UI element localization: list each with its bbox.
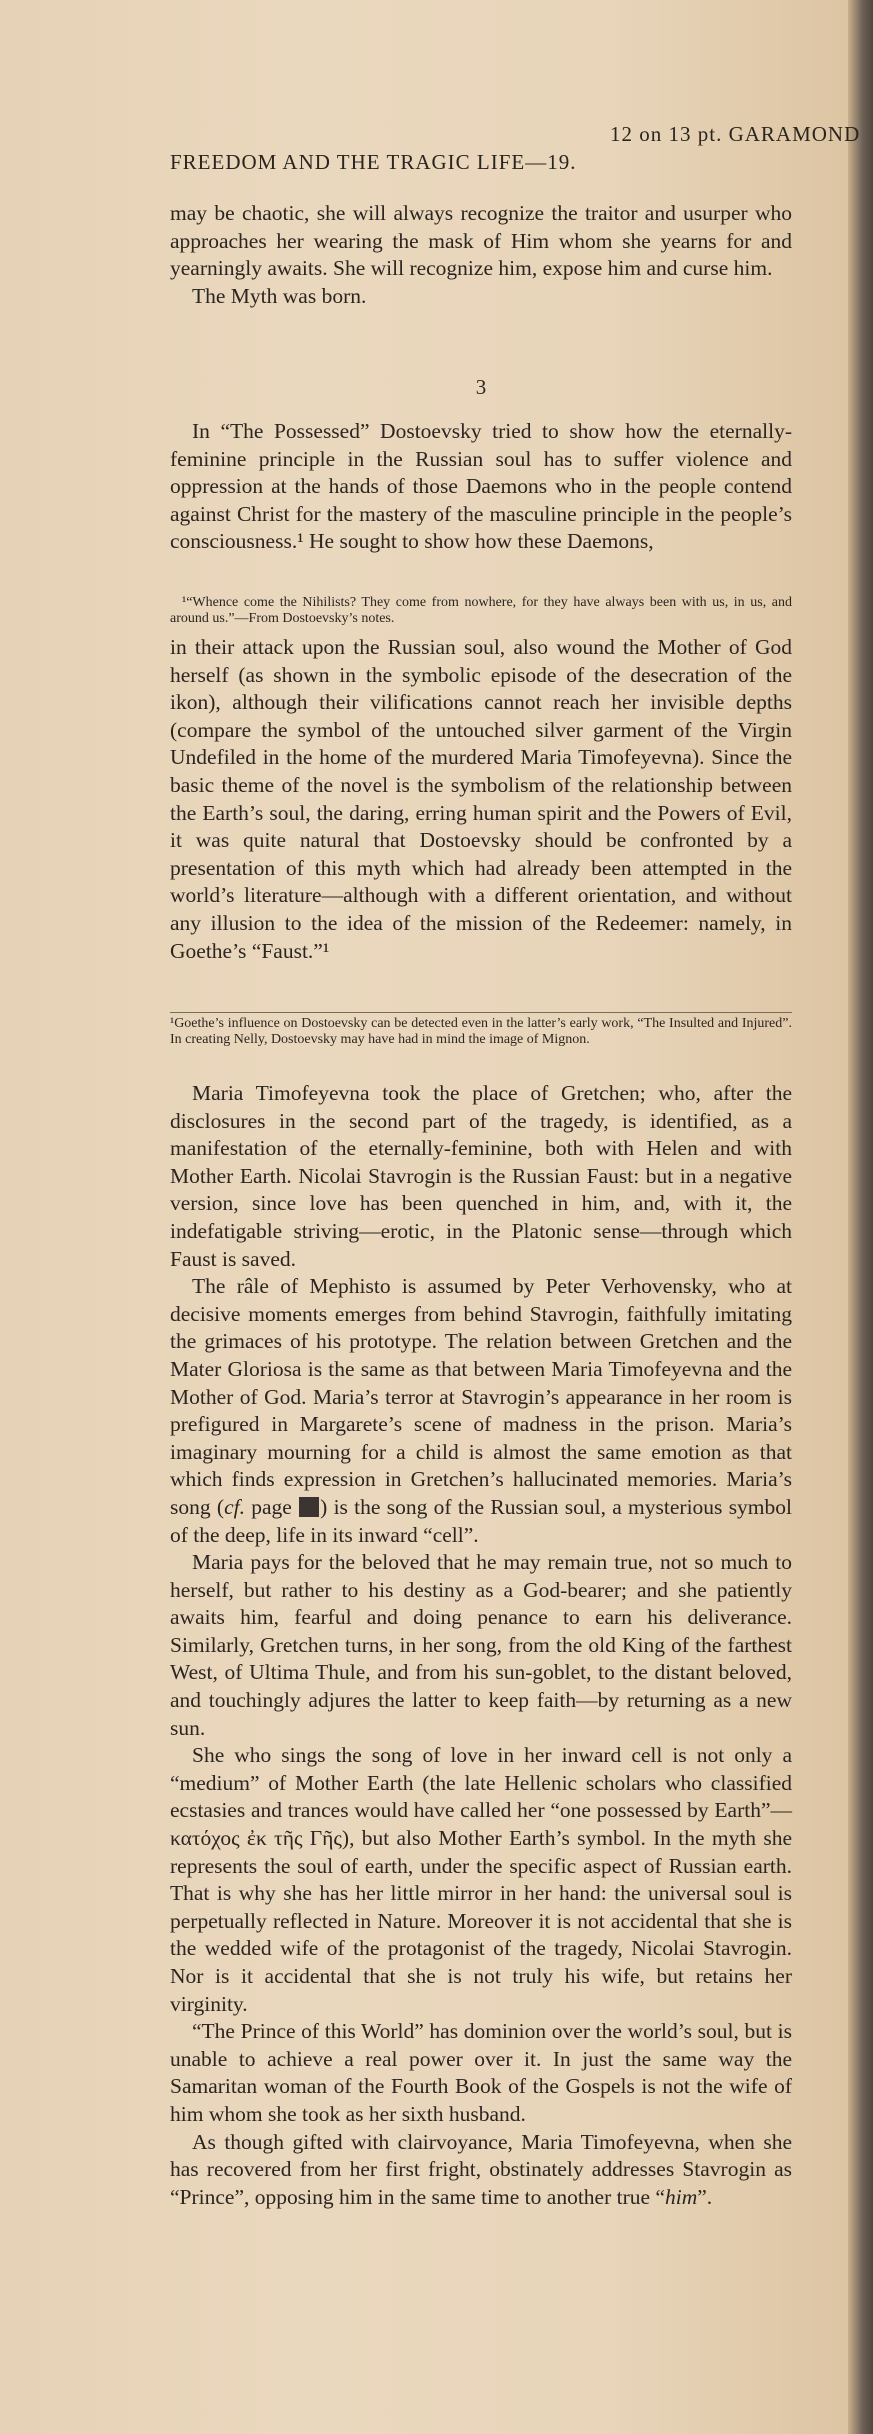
opening-block <box>170 200 792 310</box>
section-number: 3 <box>475 375 487 399</box>
main-body-block <box>170 1080 792 2211</box>
paragraph-gretchen: Maria Timofeyevna took the place of Gretchen; who, after the disclosures in the second part of the tragedy, is identified, as a manifestation of the eternally-feminine, both with Helen and with Mother Earth. Nicolai Stavrogin is the Russian Faust: but in a negative version, since love has been quenched in him, and, with it, the indefatigable striving—erotic, in the Platonic sense—through which Faust is saved. <box>170 1081 792 1271</box>
page-edge-shadow <box>848 0 873 2434</box>
typesetting-spec-note: 12 on 13 pt. GARAMOND <box>610 122 861 146</box>
clairvoyance-text-b: ”. <box>697 2184 713 2209</box>
mephisto-text-b: ) is the song of the Russian soul, a mysterious symbol of the deep, life in its inward “cell”. <box>170 1494 793 1547</box>
page-ref-label: page <box>244 1494 299 1519</box>
paragraph-myth-born: The Myth was born. <box>192 283 367 308</box>
mephisto-text-a: The râle of Mephisto is assumed by Peter Verhovensky, who at decisive moments emerges from behind Stavrogin, faithfully imitating the grimaces of his prototype. The relation between Gretchen and the Mater Gloriosa is the same as that between Maria Timofeyevna and the Mother of God. Maria’s terror at Stavrogin’s appearance in her room is prefigured in Margarete’s scene of madness in the prison. Maria’s imaginary mourning for a child is almost the same emotion as that which finds expression in Gretchen’s hallucinated memories. Maria’s song ( <box>170 1274 792 1519</box>
paragraph-prince-of-world: “The Prince of this World” has dominion over the world’s soul, but is unable to achieve a real power over it. In just the same way the Samaritan woman of the Fourth Book of the Gospels is not the wife of him whom she took as her sixth husband. <box>170 2019 792 2126</box>
clairvoyance-text-a: As though gifted with clairvoyance, Maria Timofeyevna, when she has recovered from her first fright, obstinately addresses Stavrogin as “Prince”, opposing him in the same time to another true “ <box>170 2129 792 2209</box>
footnote-nihilists: ¹“Whence come the Nihilists? They come from nowhere, for they have always been with us, in us, and around us.”—From Dostoevsky’s notes. <box>170 595 792 626</box>
running-head: FREEDOM AND THE TRAGIC LIFE—19. <box>170 150 577 174</box>
footnote-goethe-influence: ¹Goethe’s influence on Dostoevsky can be detected even in the latter’s early work, “The Insulted and Injured”. In creating Nelly, Dostoevsky may have had in mind the image of Mignon. <box>170 1016 792 1047</box>
paragraph-clairvoyance <box>170 2129 792 2212</box>
footnote-block-2 <box>170 1012 792 1048</box>
daemons-paragraph-block <box>170 634 792 965</box>
possessed-paragraph-block <box>170 418 792 556</box>
cf-abbrev: cf. <box>224 1494 245 1519</box>
paragraph-mephisto <box>170 1273 792 1549</box>
paragraph-inward-cell: She who sings the song of love in her inward cell is not only a “medium” of Mother Earth (the late Hellenic scholars who classified ecstasies and trances would have called her “one possessed by Earth”—κατόχος ἐκ τῆς Γῆς), but also Mother Earth’s symbol. In the myth she represents the soul of earth, under the specific aspect of Russian earth. That is why she has her little mirror in her hand: the universal soul is perpetually reflected in Nature. Moreover it is not accidental that she is the wedded wife of the protagonist of the tragedy, Nicolai Stavrogin. Nor is it accidental that she is not truly his wife, but retains her virginity. <box>170 1743 792 2016</box>
paragraph-possessed: In “The Possessed” Dostoevsky tried to show how the eternally-feminine principle in the Russian soul has to suffer violence and oppression at the hands of those Daemons who in the people contend against Christ for the mastery of the masculine principle in the people’s consciousness.¹ He sought to show how these Daemons, <box>170 419 792 554</box>
footnote-block-1 <box>170 595 792 627</box>
paragraph-continued: may be chaotic, she will always recognize the traitor and usurper who approaches her wearing the mask of Him whom she yearns for and yearningly awaits. She will recognize him, expose him and curse him. <box>170 201 792 281</box>
paragraph-daemons-attack: in their attack upon the Russian soul, also wound the Mother of God herself (as shown in the symbolic episode of the desecration of the ikon), although their vilifications cannot reach her invisible depths (compare the symbol of the untouched silver garment of the Virgin Undefiled in the home of the murdered Maria Timofeyevna). Since the basic theme of the novel is the symbolism of the relationship between the Earth’s soul, the daring, erring human spirit and the Powers of Evil, it was quite natural that Dostoevsky should be confronted by a presentation of this myth which had already been attempted in the world’s literature—although with a different orientation, and without any illusion to the idea of the mission of the Redeemer: namely, in Goethe’s “Faust.”¹ <box>170 635 792 963</box>
him-emphasis: him <box>664 2184 698 2209</box>
paragraph-maria-pays: Maria pays for the beloved that he may remain true, not so much to herself, but rather to his destiny as a God-bearer; and she patiently awaits him, fearful and doing penance to earn his deliverance. Similarly, Gretchen turns, in her song, from the old King of the farthest West, of Ultima Thule, and from his sun-goblet, to the distant beloved, and touchingly adjures the latter to keep faith—by returning as a new sun. <box>170 1550 792 1740</box>
page-number-placeholder-box <box>299 1497 319 1517</box>
